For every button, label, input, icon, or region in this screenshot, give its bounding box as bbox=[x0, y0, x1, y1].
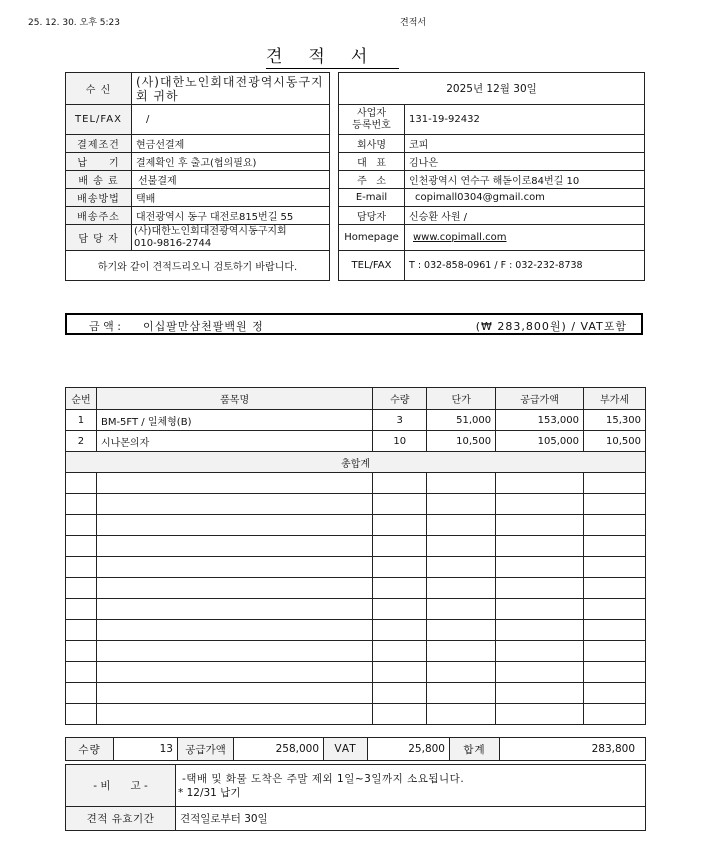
ceo-value: 김나은 bbox=[405, 153, 645, 171]
supplier-address-label: 주 소 bbox=[339, 171, 405, 189]
customer-contact-name: (사)대한노인회대전광역시동구지회 bbox=[134, 225, 287, 237]
page-title: 견적서 bbox=[266, 42, 399, 69]
payment-terms-label: 결제조건 bbox=[66, 135, 132, 153]
row-qty: 3 bbox=[373, 410, 427, 431]
row-supply: 153,000 bbox=[496, 410, 584, 431]
registration-number: 131-19-92432 bbox=[405, 105, 645, 135]
customer-contact-label: 담 당 자 bbox=[66, 225, 132, 251]
col-header-price: 단가 bbox=[427, 388, 496, 410]
ceo-label: 대 표 bbox=[339, 153, 405, 171]
remarks-table bbox=[65, 764, 646, 831]
summary-qty-label: 수량 bbox=[66, 738, 114, 761]
supplier-info-table bbox=[338, 72, 645, 281]
customer-contact-phone: 010-9816-2744 bbox=[134, 237, 212, 249]
summary-total-value: 283,800 bbox=[500, 738, 646, 761]
shipping-fee-value: 선불결제 bbox=[132, 171, 330, 189]
supplier-tel-label: TEL/FAX bbox=[339, 251, 405, 281]
empty-row bbox=[66, 599, 646, 620]
customer-tel-value: / bbox=[132, 105, 330, 135]
print-datetime: 25. 12. 30. 오후 5:23 bbox=[28, 18, 120, 28]
amount-in-words: 이십팔만삼천팔백원 정 bbox=[143, 320, 264, 333]
empty-row bbox=[66, 620, 646, 641]
print-doc-name: 견적서 bbox=[400, 18, 427, 28]
summary-table bbox=[65, 737, 646, 761]
row-supply: 105,000 bbox=[496, 431, 584, 452]
empty-row bbox=[66, 536, 646, 557]
validity-label: 견적 유효기간 bbox=[66, 807, 176, 831]
registration-label-line1: 사업자 bbox=[357, 107, 386, 119]
row-no: 2 bbox=[66, 431, 97, 452]
row-name: 시나몬의자 bbox=[96, 431, 372, 452]
registration-label-line2: 등록번호 bbox=[352, 119, 391, 131]
empty-row bbox=[66, 515, 646, 536]
recipient-value: (사)대한노인회대전광역시동구지회 귀하 bbox=[132, 73, 330, 105]
total-amount-box bbox=[65, 313, 643, 335]
row-qty: 10 bbox=[373, 431, 427, 452]
shipping-method-value: 택배 bbox=[132, 189, 330, 207]
amount-in-numbers: (₩ 283,800원) / VAT포함 bbox=[475, 320, 627, 333]
quote-notice: 하기와 같이 견적드리오니 검토하기 바랍니다. bbox=[66, 251, 330, 281]
remarks-line-1: -택배 및 화물 도착은 주말 제외 1일~3일까지 소요됩니다. bbox=[182, 772, 465, 785]
table-row bbox=[66, 410, 646, 431]
summary-total-label: 합계 bbox=[450, 738, 500, 761]
total-row-label: 총합계 bbox=[66, 452, 646, 473]
col-header-vat: 부가세 bbox=[584, 388, 646, 410]
summary-supply-value: 258,000 bbox=[234, 738, 324, 761]
shipping-address-label: 배송주소 bbox=[66, 207, 132, 225]
table-row bbox=[66, 431, 646, 452]
shipping-method-label: 배송방법 bbox=[66, 189, 132, 207]
summary-supply-label: 공급가액 bbox=[178, 738, 234, 761]
empty-row bbox=[66, 557, 646, 578]
homepage-link[interactable]: www.copimall.com bbox=[413, 232, 507, 243]
email-value[interactable]: copimall0304@gmail.com bbox=[405, 189, 645, 207]
supplier-tel-value: T : 032-858-0961 / F : 032-232-8738 bbox=[405, 251, 645, 281]
delivery-term-value: 결제확인 후 출고(협의필요) bbox=[132, 153, 330, 171]
email-label: E-mail bbox=[339, 189, 405, 207]
payment-terms-value: 현금선결제 bbox=[132, 135, 330, 153]
shipping-fee-label: 배 송 료 bbox=[66, 171, 132, 189]
total-row bbox=[66, 452, 646, 473]
row-vat: 15,300 bbox=[584, 410, 646, 431]
row-no: 1 bbox=[66, 410, 97, 431]
amount-label: 금 액 : bbox=[89, 320, 121, 333]
empty-row bbox=[66, 473, 646, 494]
recipient-label: 수 신 bbox=[66, 73, 132, 105]
col-header-qty: 수량 bbox=[373, 388, 427, 410]
col-header-name: 품목명 bbox=[96, 388, 372, 410]
summary-qty-value: 13 bbox=[114, 738, 178, 761]
row-price: 10,500 bbox=[427, 431, 496, 452]
empty-row bbox=[66, 494, 646, 515]
row-price: 51,000 bbox=[427, 410, 496, 431]
empty-row bbox=[66, 662, 646, 683]
empty-row bbox=[66, 704, 646, 725]
empty-row bbox=[66, 683, 646, 704]
customer-info-table bbox=[65, 72, 330, 281]
homepage-label: Homepage bbox=[339, 225, 405, 251]
col-header-supply: 공급가액 bbox=[496, 388, 584, 410]
remarks-label: - 비 고 - bbox=[66, 765, 176, 807]
customer-tel-label: TEL/FAX bbox=[66, 105, 132, 135]
col-header-no: 순번 bbox=[66, 388, 97, 410]
summary-vat-label: VAT bbox=[324, 738, 368, 761]
company-label: 회사명 bbox=[339, 135, 405, 153]
validity-value: 견적일로부터 30일 bbox=[176, 807, 646, 831]
items-table bbox=[65, 387, 646, 725]
quote-date: 2025년 12월 30일 bbox=[339, 73, 645, 105]
company-value: 코피 bbox=[405, 135, 645, 153]
supplier-manager-label: 담당자 bbox=[339, 207, 405, 225]
row-vat: 10,500 bbox=[584, 431, 646, 452]
remarks-line-2: * 12/31 납기 bbox=[178, 786, 241, 799]
summary-vat-value: 25,800 bbox=[368, 738, 450, 761]
shipping-address-value: 대전광역시 동구 대전로815번길 55 bbox=[132, 207, 330, 225]
empty-row bbox=[66, 578, 646, 599]
delivery-term-label: 납 기 bbox=[66, 153, 132, 171]
empty-row bbox=[66, 641, 646, 662]
supplier-address-value: 인천광역시 연수구 해돋이로84번길 10 bbox=[405, 171, 645, 189]
supplier-manager-value: 신승환 사원 / bbox=[405, 207, 645, 225]
row-name: BM-5FT / 일체형(B) bbox=[96, 410, 372, 431]
